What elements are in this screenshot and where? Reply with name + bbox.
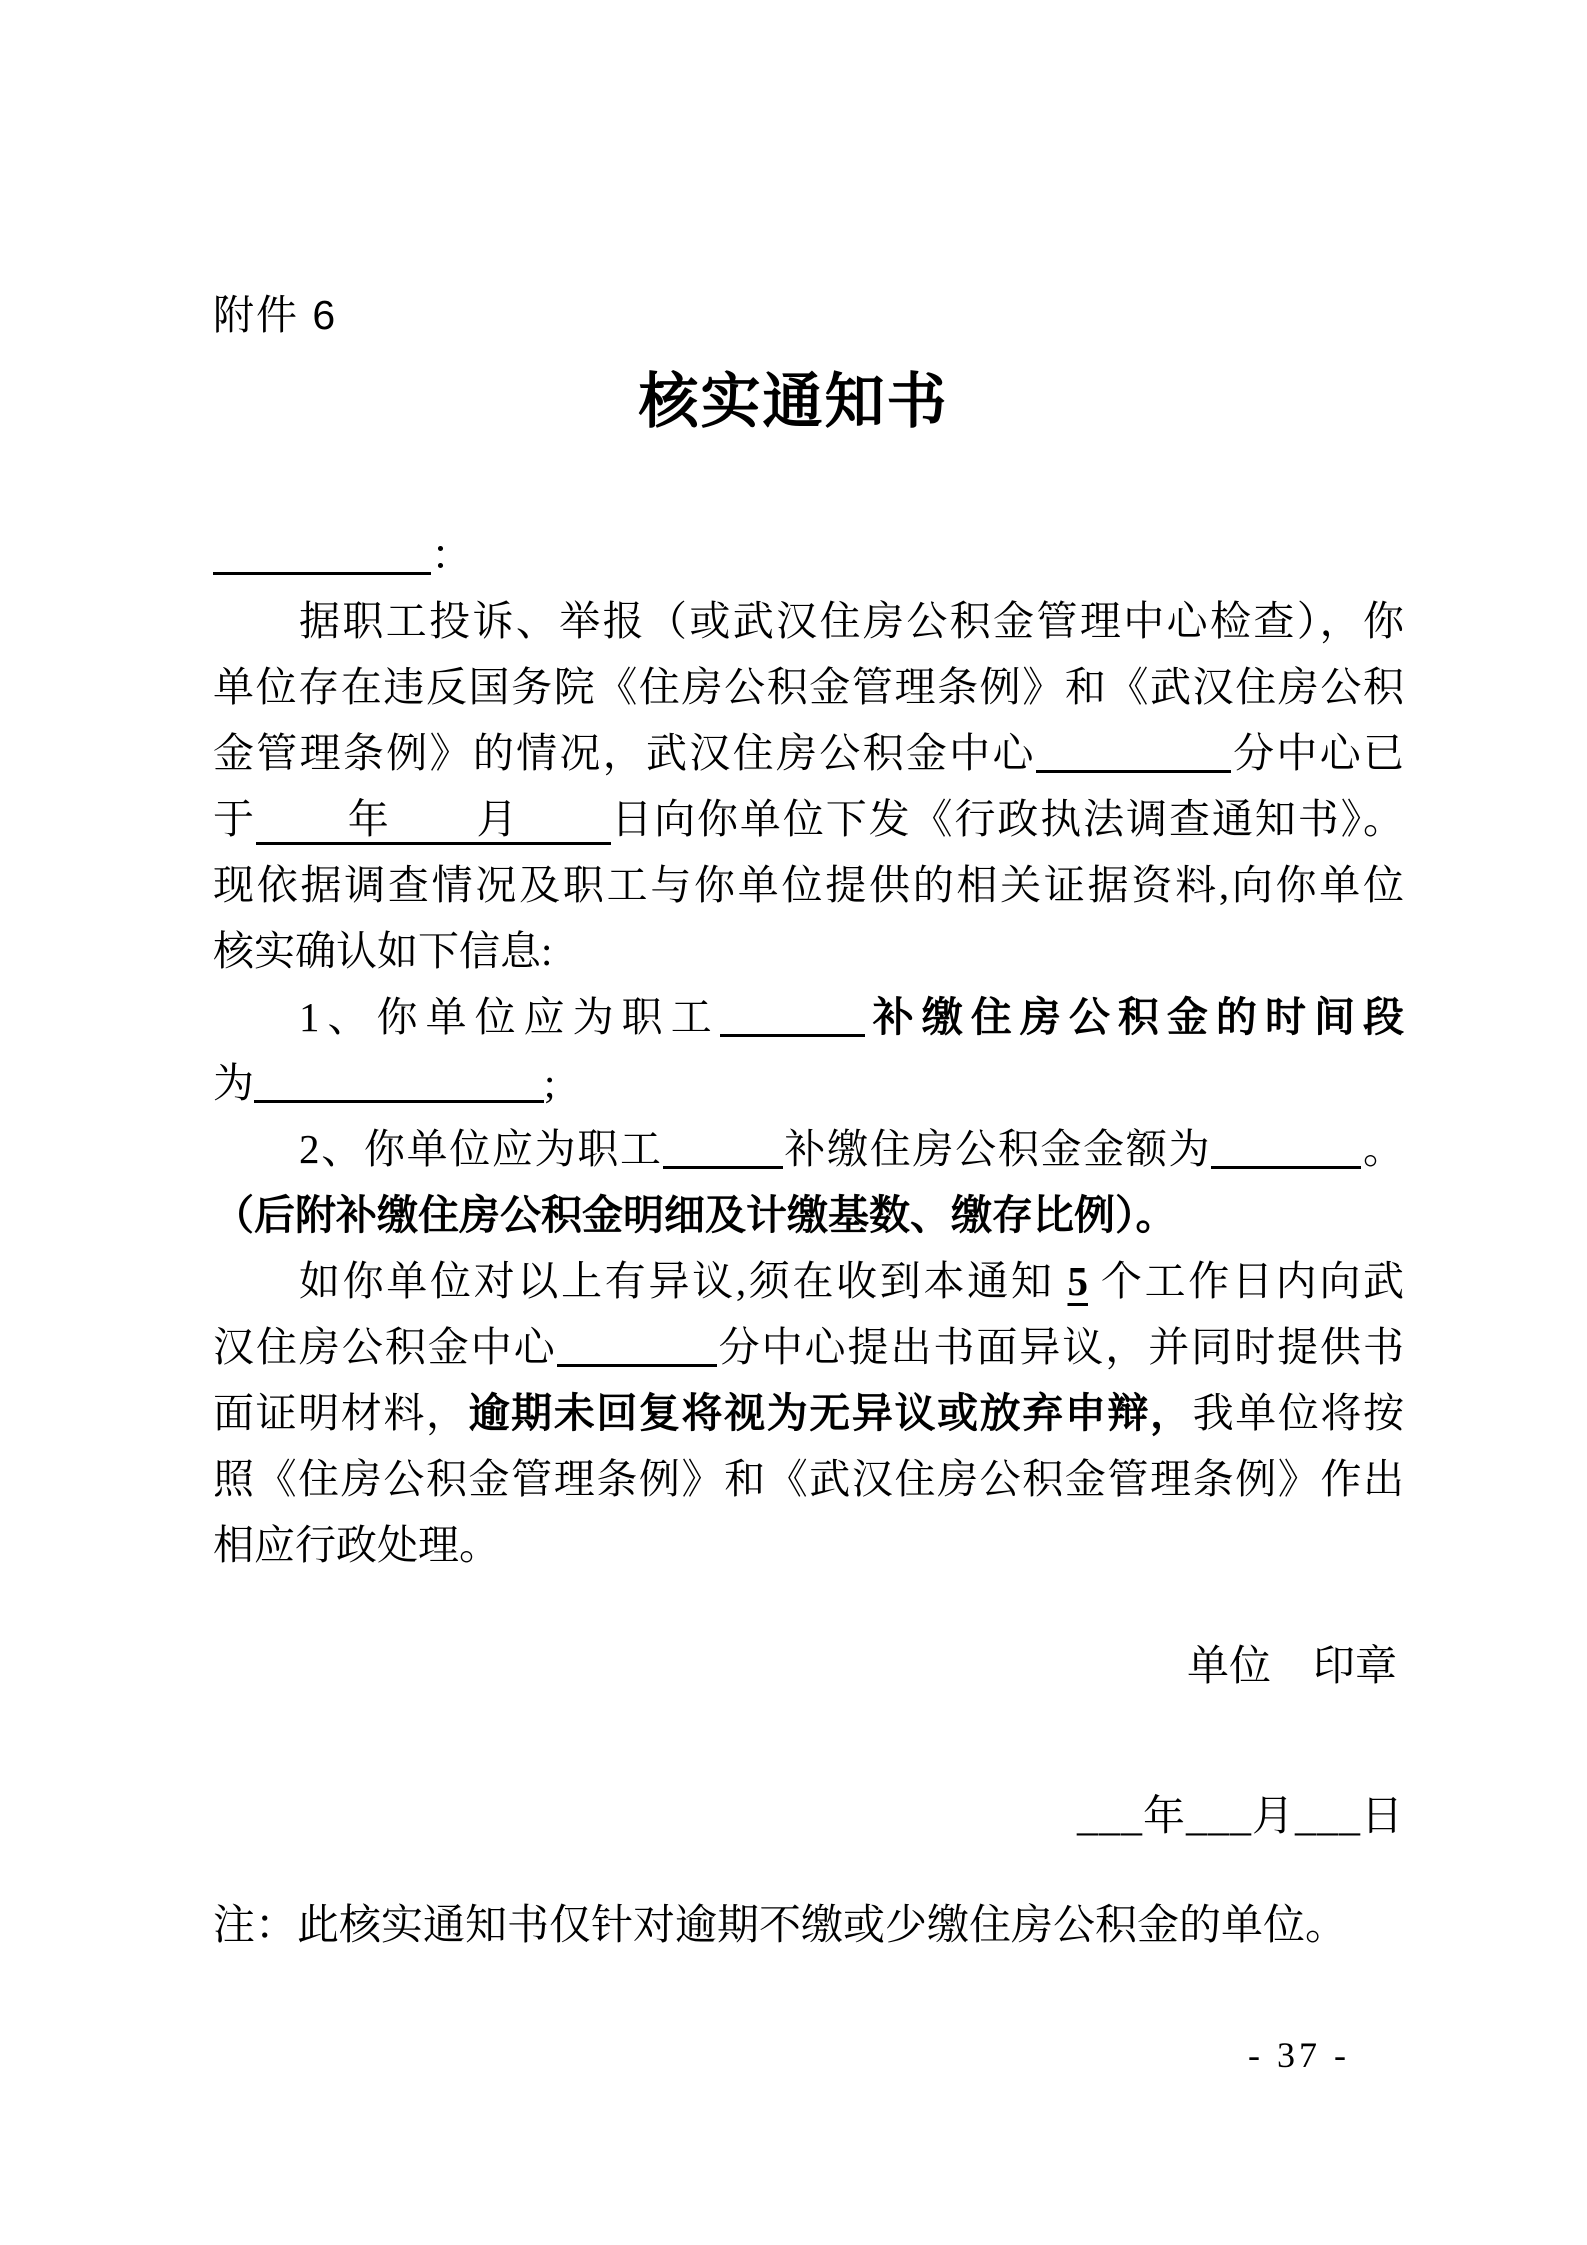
para2-line3 <box>213 1380 1404 1446</box>
para1-line3-text-a: 金管理条例》的情况，武汉住房公积金中心 <box>213 730 1036 776</box>
employee-blank-field <box>720 990 865 1037</box>
item1-line2 <box>213 1050 1404 1116</box>
document-body <box>213 522 1404 1578</box>
para1-line4 <box>213 786 1404 852</box>
para2-line2 <box>213 1314 1404 1380</box>
item2-text-b: 补缴住房公积金金额为 <box>782 1126 1212 1172</box>
para2-line1-text-a: 如你单位对以上有异议,须在收到本通知 <box>299 1258 1068 1304</box>
subcenter-blank-field <box>1036 726 1231 773</box>
date-blank-field: 年 月 <box>256 796 611 845</box>
attachment-label: 附件 6 <box>213 292 338 338</box>
item2-text-a: 2、你单位应为职工 <box>299 1126 663 1172</box>
salutation-line <box>213 522 1404 588</box>
para2-emphasis-text: 逾期未回复将视为无异议或放弃申辩， <box>468 1390 1193 1436</box>
para2-line1-text-b: 个工作日内向武 <box>1087 1258 1405 1304</box>
subcenter-blank-field-2 <box>557 1320 717 1367</box>
item1-text-d: ; <box>544 1060 556 1106</box>
para2-line5: 相应行政处理。 <box>213 1522 500 1568</box>
para1-line3-text-b: 分中心已 <box>1230 730 1404 776</box>
footnote-line: 注：此核实通知书仅针对逾期不缴或少缴住房公积金的单位。 <box>213 1903 1348 1949</box>
para1-line4-text-b: 日向你单位下发《行政执法调查通知书》。 <box>611 796 1405 842</box>
signature-date-line: ___年___月___日 <box>1076 1794 1404 1840</box>
para2-line2-text-b: 分中心提出书面异议，并同时提供书 <box>716 1324 1405 1370</box>
page-number: - 37 - <box>1248 2035 1350 2075</box>
item1-text-c: 为 <box>213 1060 254 1106</box>
para1-line5: 现依据调查情况及职工与你单位提供的相关证据资料,向你单位 <box>213 862 1404 908</box>
item2-note-line: （后附补缴住房公积金明细及计缴基数、缴存比例）。 <box>213 1192 1177 1238</box>
employee-blank-field-2 <box>663 1122 783 1169</box>
para1-line4-text-a: 于 <box>213 796 256 842</box>
para1-line1: 据职工投诉、举报（或武汉住房公积金管理中心检查），你 <box>299 598 1404 644</box>
para2-line4: 照《住房公积金管理条例》和《武汉住房公积金管理条例》作出 <box>213 1456 1404 1502</box>
item1-emphasis-text: 补缴住房公积金的时间段 <box>864 994 1405 1040</box>
item2-line1 <box>213 1116 1404 1182</box>
para1-line3 <box>213 720 1404 786</box>
para1-line2: 单位存在违反国务院《住房公积金管理条例》和《武汉住房公积 <box>213 664 1404 710</box>
unit-seal-line: 单位 印章 <box>1186 1644 1397 1690</box>
para1-line6: 核实确认如下信息: <box>213 928 553 974</box>
para2-line3-text-b: 我单位将按 <box>1192 1390 1405 1436</box>
working-days-number: 5 <box>1067 1258 1088 1304</box>
para2-line1 <box>213 1248 1404 1314</box>
document-title: 核实通知书 <box>638 369 949 435</box>
salutation-colon: ： <box>431 532 472 578</box>
item2-text-c: 。 <box>1361 1126 1405 1172</box>
period-blank-field <box>254 1056 544 1103</box>
item1-text-a: 1、你单位应为职工 <box>299 994 720 1040</box>
salutation-blank-field <box>213 528 431 575</box>
para2-line2-text-a: 汉住房公积金中心 <box>213 1324 557 1370</box>
para2-line3-text-a: 面证明材料， <box>213 1390 469 1436</box>
item1-line1 <box>213 984 1404 1050</box>
amount-blank-field <box>1211 1122 1361 1169</box>
